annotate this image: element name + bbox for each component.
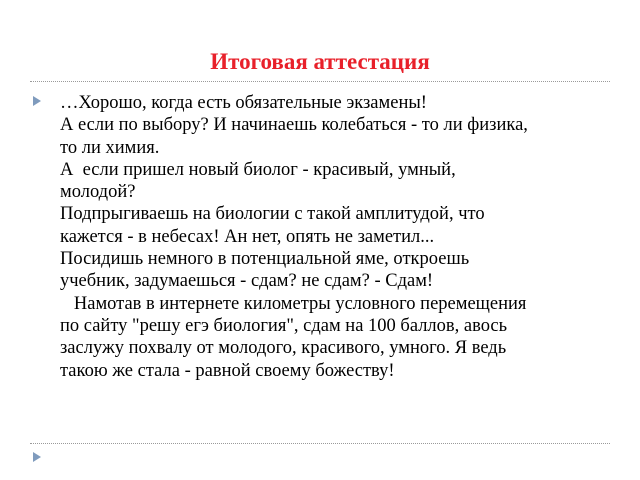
body-line: А если пришел новый биолог - красивый, умный, (60, 159, 456, 180)
body-line: Подпрыгиваешь на биологии с такой амплитудой, что (60, 204, 485, 225)
body-line: Намотав в интернете километры условного перемещения (60, 293, 527, 314)
body-text (60, 92, 620, 382)
body-line: то ли химия. (60, 137, 160, 158)
body-line: Посидишь немного в потенциальной яме, откроешь (60, 249, 470, 270)
body-line: …Хорошо, когда есть обязательные экзамены! (60, 93, 427, 113)
body-line: молодой? (60, 182, 136, 203)
bullet-triangle-icon (33, 452, 41, 462)
body-line: учебник, задумаешься - сдам? не сдам? - Сдам! (60, 271, 434, 292)
body-line: кажется - в небесах! Ан нет, опять не заметил... (60, 226, 435, 247)
body-line: такою же стала - равной своему божеству! (60, 360, 395, 381)
body-line: А если по выбору? И начинаешь колебаться - то ли физика, (60, 115, 528, 136)
bullet-triangle-icon (33, 96, 41, 106)
body-line: заслужу похвалу от молодого, красивого, умного. Я ведь (60, 338, 507, 359)
body-line: по сайту "решу егэ биология", сдам на 100 баллов, авось (60, 315, 508, 336)
bottom-divider (30, 443, 610, 444)
slide-title: Итоговая аттестация (210, 49, 430, 74)
top-divider (30, 81, 610, 82)
